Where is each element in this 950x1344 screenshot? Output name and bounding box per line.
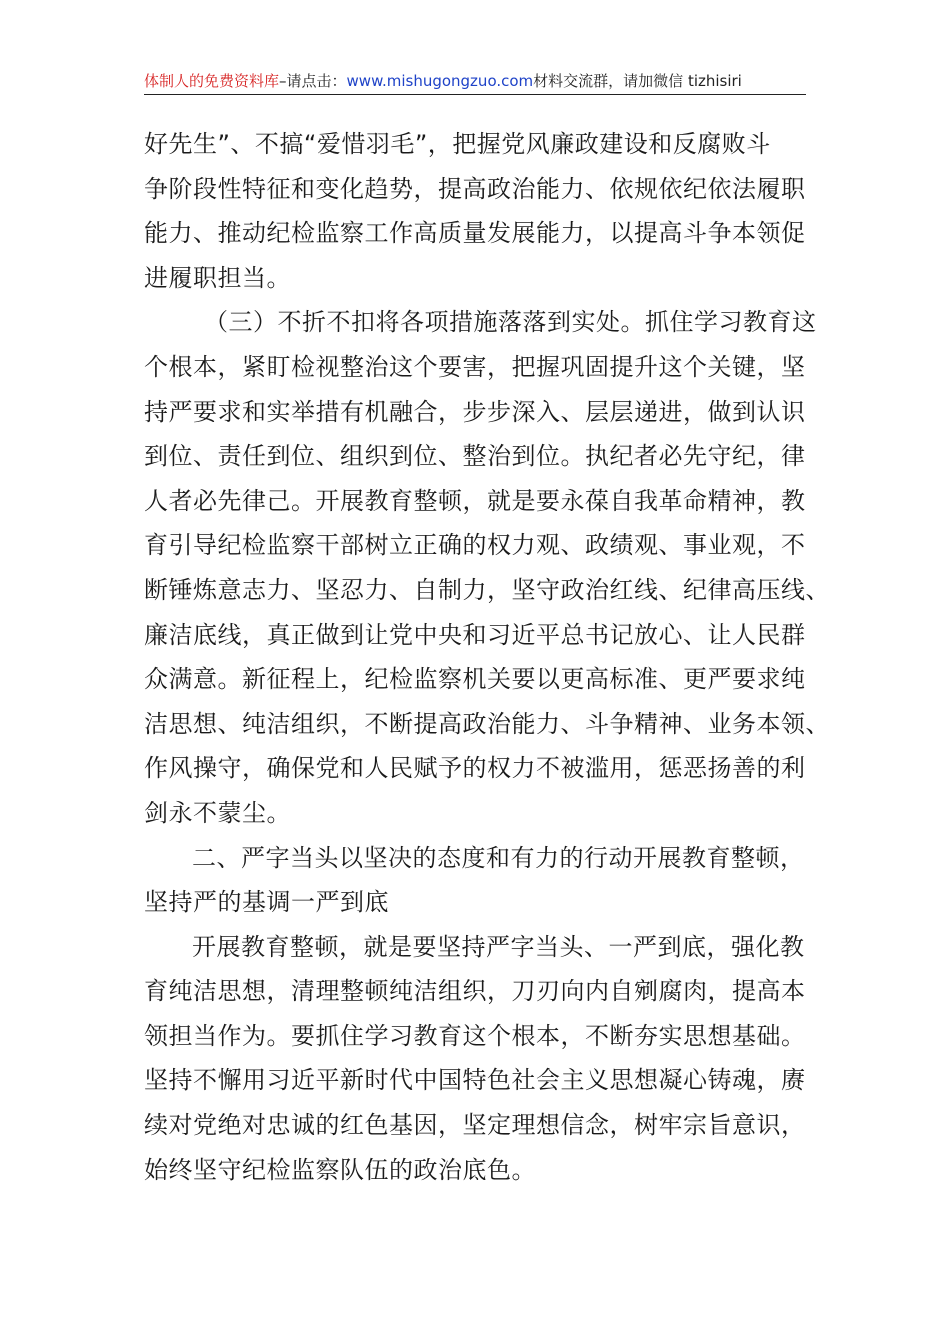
header-url-link[interactable]: www.mishugongzuo.com [346,72,534,90]
body-line: 进履职担当。 [144,263,291,292]
body-line: 到位、责任到位、组织到位、整治到位。执纪者必先守纪，律 [144,442,806,471]
body-line: 坚持不懈用习近平新时代中国特色社会主义思想凝心铸魂，赓 [144,1066,806,1095]
body-line: 众满意。新征程上，纪检监察机关要以更高标准、更严要求纯 [144,665,806,694]
body-line: 领担当作为。要抓住学习教育这个根本，不断夯实思想基础。 [144,1021,806,1050]
body-line: 开展教育整顿，就是要坚持严字当头、一严到底，强化教 [192,932,805,961]
body-line: 争阶段性特征和变化趋势，提高政治能力、依规依纪依法履职 [144,174,806,203]
section-heading-line: （三）不折不扣将各项措施落落到实处。抓住学习教育这 [204,308,817,337]
body-line: 剑永不蒙尘。 [144,798,291,827]
body-line: 育引导纪检监察干部树立正确的权力观、政绩观、事业观，不 [144,531,806,560]
body-line: 育纯洁思想，清理整顿纯洁组织，刀刃向内自剜腐肉，提高本 [144,977,806,1006]
header-prompt: –请点击： [279,72,347,90]
body-line: 断锤炼意志力、坚忍力、自制力，坚守政治红线、纪律高压线、 [144,575,830,604]
body-line: 好先生”、不搞“爱惜羽毛”，把握党风廉政建设和反腐败斗 [144,130,771,158]
body-line: 人者必先律己。开展教育整顿，就是要永葆自我革命精神，教 [144,486,806,515]
body-line: 能力、推动纪检监察工作高质量发展能力，以提高斗争本领促 [144,219,806,248]
body-line: 廉洁底线，真正做到让党中央和习近平总书记放心、让人民群 [144,620,806,649]
document-body [144,122,830,1192]
section-heading-line: 二、严字当头以坚决的态度和有力的行动开展教育整顿， [192,843,805,872]
body-line: 作风操守，确保党和人民赋予的权力不被滥用，惩恶扬善的利 [144,754,806,783]
body-line: 洁思想、纯洁组织，不断提高政治能力、斗争精神、业务本领、 [144,709,830,738]
section-heading-line: 坚持严的基调一严到底 [144,888,389,917]
body-line: 续对党绝对忠诚的红色基因，坚定理想信念，树牢宗旨意识， [144,1111,806,1140]
header-suffix: 材料交流群，请加微信 tizhisiri [533,72,742,90]
page-header [144,70,806,95]
header-brand: 体制人的免费资料库 [144,72,280,90]
body-line: 个根本，紧盯检视整治这个要害，把握巩固提升这个关键，坚 [144,352,806,381]
body-line: 持严要求和实举措有机融合，步步深入、层层递进，做到认识 [144,397,806,426]
body-line: 始终坚守纪检监察队伍的政治底色。 [144,1155,536,1184]
